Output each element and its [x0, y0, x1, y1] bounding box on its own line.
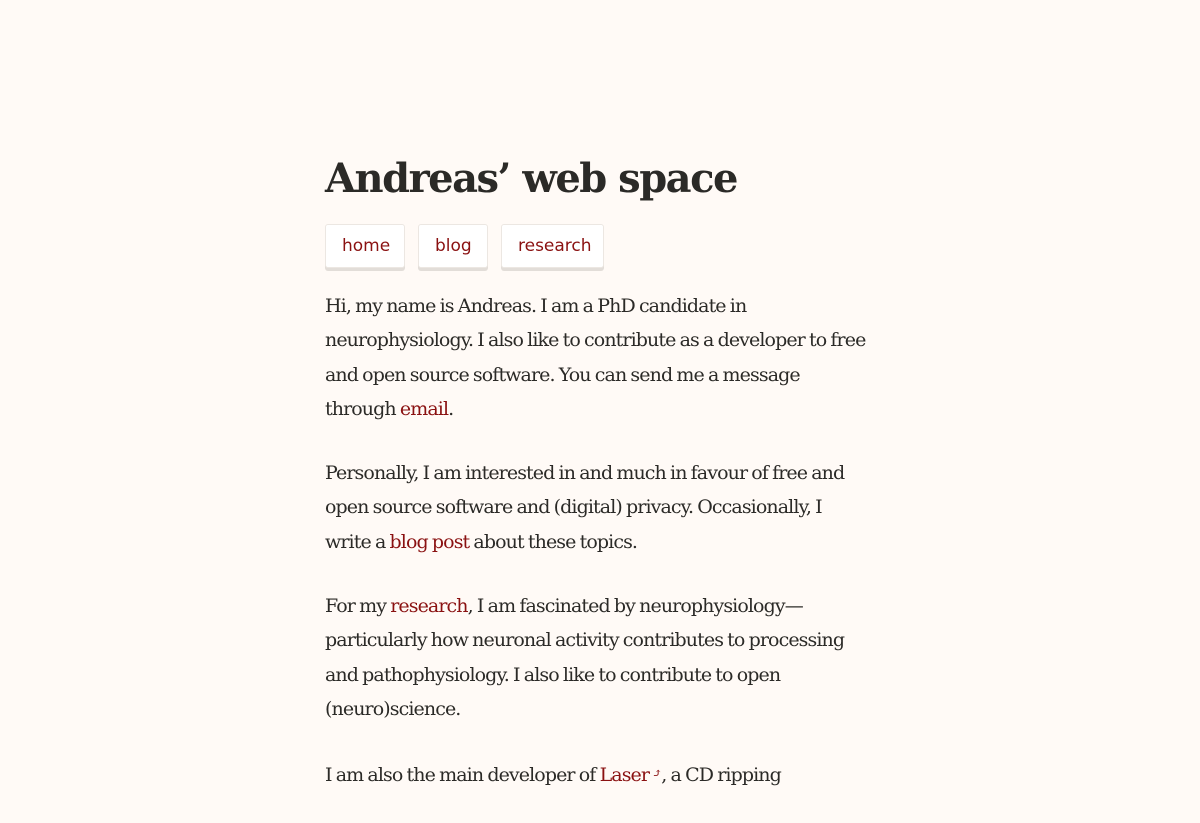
nav-home-button[interactable]: home	[325, 224, 405, 268]
developer-text: , a CD ripping	[661, 764, 781, 787]
research-paragraph	[325, 589, 870, 726]
interests-text-end: about these topics.	[469, 530, 638, 553]
nav-research-button[interactable]: research	[501, 224, 604, 268]
laser-link-label: Laser	[599, 764, 650, 787]
interests-text: Personally, I am interested in and much in favour of free and open source software and (digital) privacy. Occasionally, I write a	[325, 462, 845, 553]
research-text-start: For my	[325, 595, 391, 618]
developer-paragraph	[325, 756, 870, 792]
research-link[interactable]: research	[390, 595, 468, 618]
laser-link[interactable]	[600, 764, 662, 786]
external-link-icon: ⤴	[652, 766, 662, 781]
research-text: , I am fascinated by neurophysiology—particularly how neuronal activity contributes to processing and pathophysiology. I also like to contribute to open (neuro)science.	[325, 595, 845, 720]
interests-paragraph	[325, 456, 870, 559]
blog-post-link[interactable]: blog post	[389, 530, 470, 553]
email-link[interactable]: email	[399, 397, 449, 420]
intro-text: Hi, my name is Andreas. I am a PhD candidate in neurophysiology. I also like to contribute as a developer to free and open source software. You can send me a message through	[325, 295, 866, 420]
page-title: Andreas’ web space	[325, 155, 737, 202]
nav-blog-button[interactable]: blog	[418, 224, 488, 268]
intro-content	[325, 289, 870, 823]
developer-text-start: I am also the main developer of	[325, 764, 600, 787]
main-nav	[325, 224, 604, 268]
intro-text-end: .	[448, 397, 454, 420]
intro-paragraph	[325, 289, 870, 426]
